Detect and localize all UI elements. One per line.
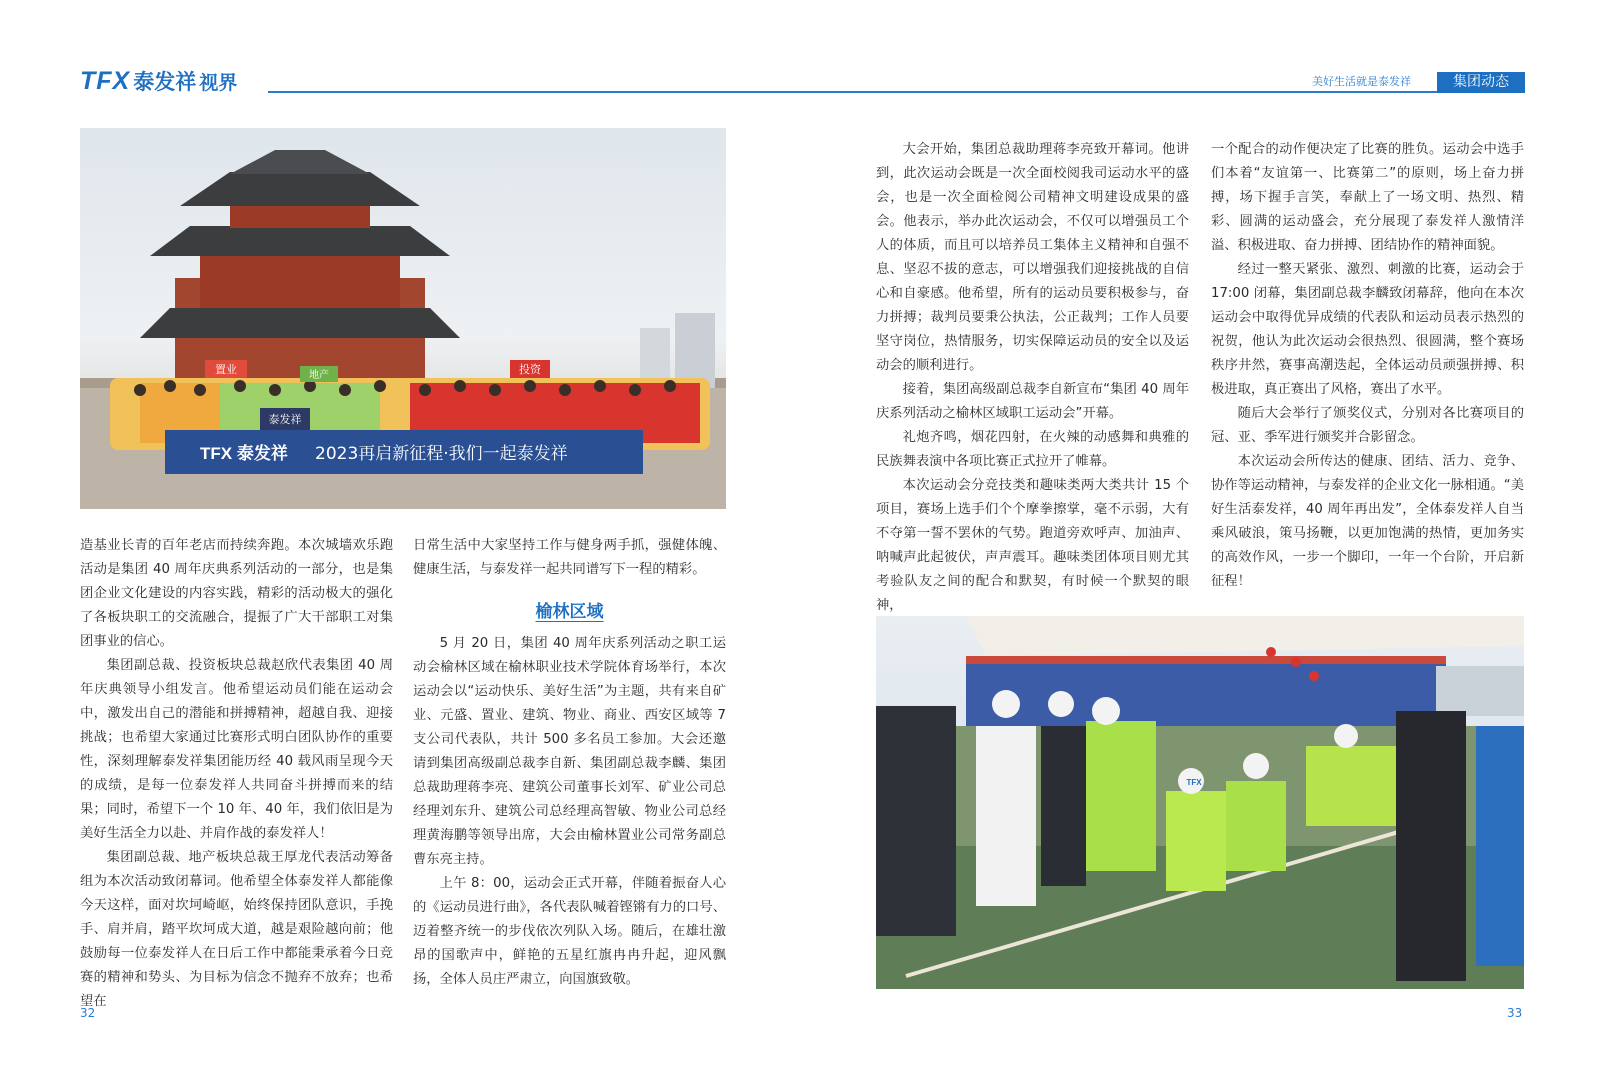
- tug-of-war-photo: [876, 616, 1524, 989]
- group-photo-illustration: [80, 128, 726, 509]
- text-column-4: [1211, 138, 1524, 594]
- section-tag: 集团动态: [1437, 72, 1525, 93]
- text-column-3: [876, 138, 1189, 618]
- logo-mark: TFX: [80, 67, 131, 95]
- flag-text: 地产: [309, 370, 329, 381]
- logo-brand: 泰发祥: [133, 70, 197, 94]
- paragraph: 5 月 20 日，集团 40 周年庆系列活动之职工运动会榆林区域在榆林职业技术学院体育场举行，本次运动会以“运动快乐、美好生活”为主题，共有来自矿业、元盛、置业、建筑、物业、商业、西安区域等 7 支公司代表队，共计 500 多名员工参加。大会还邀请到集团高级副总裁李自新、集团副总裁李麟、集团总裁助理蒋李亮、建筑公司董事长刘军、矿业公司总经理刘东升、建筑公司总经理高智敏、物业公司总经理黄海鹏等领导出席，大会由榆林置业公司常务副总曹东亮主持。: [413, 636, 726, 867]
- paragraph: 本次运动会分竞技类和趣味类两大类共计 15 个项目，赛场上选手们个个摩拳擦掌，毫不示弱，大有不夺第一誓不罢休的气势。跑道旁欢呼声、加油声、呐喊声此起彼伏，声声震耳。趣味类团体项目则尤其考验队友之间的配合和默契，有时候一个默契的眼神，: [876, 478, 1189, 613]
- banner-text: 2023再启新征程·我们一起泰发祥: [315, 444, 568, 464]
- magazine-logo: [80, 66, 237, 96]
- text-column-2: [413, 534, 726, 992]
- paragraph: 本次运动会所传达的健康、团结、活力、竞争、协作等运动精神，与泰发祥的企业文化一脉相通。“美好生活泰发祥，40 周年再出发”，全体泰发祥人自当乘风破浪，策马扬鞭，以更加饱满的热情，更加务实的高效作风，一步一个脚印，一年一个台阶，开启新征程！: [1211, 454, 1524, 589]
- paragraph: 日常生活中大家坚持工作与健身两手抓，强健体魄、健康生活，与泰发祥一起共同谱写下一程的精彩。: [413, 538, 726, 577]
- paragraph: 集团副总裁、地产板块总裁王厚龙代表活动筹备组为本次活动致闭幕词。他希望全体泰发祥人都能像今天这样，面对坎坷崎岖，始终保持团队意识，手挽手、肩并肩，踏平坎坷成大道，越是艰险越向前；他鼓励每一位泰发祥人在日后工作中都能秉承着今日竞赛的精神和势头、为目标为信念不抛弃不放弃；也希望在: [80, 850, 393, 1009]
- tug-of-war-illustration: [876, 616, 1524, 989]
- paragraph: 一个配合的动作便决定了比赛的胜负。运动会中选手们本着“友谊第一、比赛第二”的原则，场上奋力拼搏，场下握手言笑，奉献上了一场文明、热烈、精彩、圆满的运动盛会，充分展现了泰发祥人激情洋溢、积极进取、奋力拼搏、团结协作的精神面貌。: [1211, 142, 1524, 253]
- paragraph: 经过一整天紧张、激烈、刺激的比赛，运动会于 17:00 闭幕，集团副总裁李麟致闭幕辞，他向在本次运动会中取得优异成绩的代表队和运动员表示热烈的祝贺，他认为此次运动会很热烈、很圆满，整个赛场秩序井然，赛事高潮迭起，全体运动员顽强拼搏、积极进取，真正赛出了风格，赛出了水平。: [1211, 262, 1524, 397]
- logo-suffix: 视界: [199, 72, 238, 94]
- cap-logo: TFX: [1186, 778, 1202, 787]
- banner-brand: TFX 泰发祥: [200, 444, 288, 463]
- section-heading-yulin: 榆林区域: [535, 602, 604, 622]
- flag-text: 置业: [215, 363, 237, 376]
- flag-text: 泰发祥: [268, 413, 302, 426]
- paragraph: 礼炮齐鸣，烟花四射，在火辣的动感舞和典雅的民族舞表演中各项比赛正式拉开了帷幕。: [876, 430, 1189, 469]
- header-rule: [268, 91, 1523, 93]
- header-slogan: 美好生活就是泰发祥: [1312, 75, 1411, 88]
- paragraph: 大会开始，集团总裁助理蒋李亮致开幕词。他讲到，此次运动会既是一次全面校阅我司运动水平的盛会，也是一次全面检阅公司精神文明建设成果的盛会。他表示，举办此次运动会，不仅可以增强员工个人的体质，而且可以培养员工集体主义精神和自强不息、坚忍不拔的意志，可以增强我们迎接挑战的自信心和自豪感。他希望，所有的运动员要积极参与，奋力拼搏；裁判员要秉公执法，公正裁判；工作人员要坚守岗位，热情服务，切实保障运动员的安全以及运动会的顺利进行。: [876, 142, 1189, 373]
- page-number-right: 33: [1507, 1006, 1523, 1020]
- paragraph: 接着，集团高级副总裁李自新宣布“集团 40 周年庆系列活动之榆林区域职工运动会”开幕。: [876, 382, 1189, 421]
- paragraph: 集团副总裁、投资板块总裁赵欣代表集团 40 周年庆典领导小组发言。他希望运动员们能在运动会中，激发出自己的潜能和拼搏精神，超越自我、迎接挑战；也希望大家通过比赛形式明白团队协作的重要性，深刻理解泰发祥集团能历经 40 载风雨呈现今天的成绩，是每一位泰发祥人共同奋斗拼搏而来的结果；同时，希望下一个 10 年、40 年，我们依旧是为美好生活全力以赴、并肩作战的泰发祥人！: [80, 658, 393, 841]
- group-photo-city-wall: [80, 128, 726, 509]
- paragraph: 上午 8：00，运动会正式开幕，伴随着振奋人心的《运动员进行曲》，各代表队喊着铿锵有力的口号、迈着整齐统一的步伐依次列队入场。随后，在雄壮激昂的国歌声中，鲜艳的五星红旗冉冉升起，迎风飘扬，全体人员庄严肃立，向国旗致敬。: [413, 876, 726, 987]
- paragraph: 造基业长青的百年老店而持续奔跑。本次城墙欢乐跑活动是集团 40 周年庆典系列活动的一部分，也是集团企业文化建设的内容实践，精彩的活动极大的强化了各板块职工的交流融合，提振了广大干部职工对集团事业的信心。: [80, 538, 393, 649]
- paragraph: 随后大会举行了颁奖仪式，分别对各比赛项目的冠、亚、季军进行颁奖并合影留念。: [1211, 406, 1524, 445]
- flag-text: 投资: [519, 363, 541, 376]
- page-number-left: 32: [80, 1006, 96, 1020]
- text-column-1: [80, 534, 393, 1014]
